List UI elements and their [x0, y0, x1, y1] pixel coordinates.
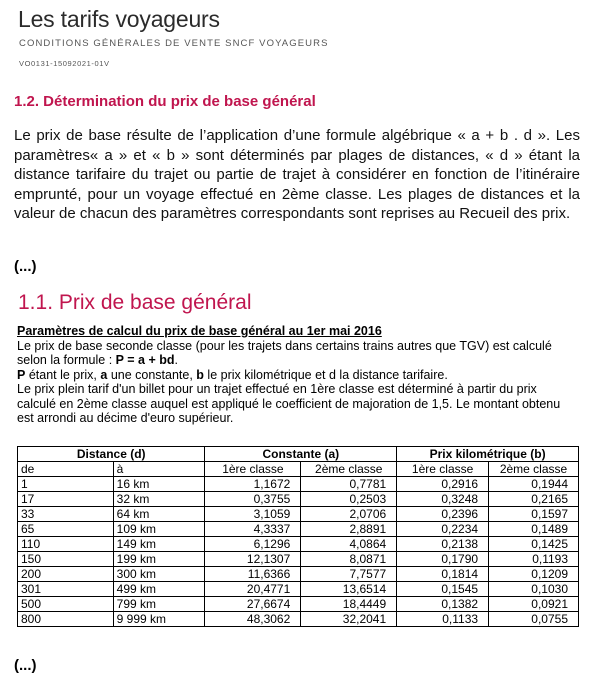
table-cell: 0,3755	[205, 492, 301, 507]
table-cell: 1	[18, 477, 114, 492]
table-cell: 27,6674	[205, 597, 301, 612]
var-p: P	[17, 367, 26, 382]
subheader-a: à	[113, 462, 205, 477]
table-cell: 0,7781	[301, 477, 397, 492]
document-reference: VO0131-15092021-01V	[19, 59, 110, 68]
table-cell: 199 km	[113, 552, 205, 567]
table-cell: 18,4449	[301, 597, 397, 612]
header-constante: Constante (a)	[205, 447, 397, 462]
table-cell: 0,2396	[397, 507, 489, 522]
subheader-a-2eme: 2ème classe	[301, 462, 397, 477]
table-cell: 11,6366	[205, 567, 301, 582]
table-group-header-row	[18, 447, 579, 462]
subheader-a-1ere: 1ère classe	[205, 462, 301, 477]
table-cell: 2,8891	[301, 522, 397, 537]
table-row	[18, 492, 579, 507]
table-cell: 0,1030	[489, 582, 579, 597]
var-p-desc: étant le prix,	[25, 367, 101, 382]
table-cell: 110	[18, 537, 114, 552]
table-cell: 0,1944	[489, 477, 579, 492]
var-a: a	[100, 367, 108, 382]
table-cell: 6,1296	[205, 537, 301, 552]
ellipsis-marker: (...)	[14, 258, 37, 275]
table-cell: 200	[18, 567, 114, 582]
var-b: b	[196, 367, 204, 382]
table-row	[18, 582, 579, 597]
table-cell: 0,2916	[397, 477, 489, 492]
table-cell: 499 km	[113, 582, 205, 597]
table-cell: 300 km	[113, 567, 205, 582]
document-title: Les tarifs voyageurs	[18, 6, 220, 32]
table-cell: 800	[18, 612, 114, 627]
table-cell: 149 km	[113, 537, 205, 552]
table-cell: 32 km	[113, 492, 205, 507]
table-cell: 0,0755	[489, 612, 579, 627]
table-cell: 0,1133	[397, 612, 489, 627]
table-row	[18, 567, 579, 582]
table-cell: 8,0871	[301, 552, 397, 567]
formula: P = a + bd	[115, 353, 175, 367]
parameters-title: Paramètres de calcul du prix de base général au 1er mai 2016	[17, 324, 382, 338]
formula-end: .	[174, 353, 178, 367]
table-cell: 48,3062	[205, 612, 301, 627]
table-cell: 12,1307	[205, 552, 301, 567]
table-cell: 16 km	[113, 477, 205, 492]
table-cell: 2,0706	[301, 507, 397, 522]
table-row	[18, 612, 579, 627]
header-distance: Distance (d)	[18, 447, 205, 462]
table-cell: 0,1209	[489, 567, 579, 582]
table-cell: 3,1059	[205, 507, 301, 522]
first-class-note: Le prix plein tarif d'un billet pour un trajet effectué en 1ère classe est déterminé à partir du prix calculé en 2ème classe auquel est appliqué le coefficient de majoration de 1,5. Le montant obtenu est arrondi au décime d'euro supérieur.	[17, 382, 561, 425]
table-row	[18, 552, 579, 567]
table-cell: 0,1545	[397, 582, 489, 597]
table-row	[18, 507, 579, 522]
table-cell: 17	[18, 492, 114, 507]
section-heading-1-2: 1.2. Détermination du prix de base général	[14, 93, 316, 110]
table-cell: 0,1597	[489, 507, 579, 522]
table-cell: 799 km	[113, 597, 205, 612]
formula-intro: Le prix de base seconde classe (pour les trajets dans certains trains autres que TGV) est calculé selon la formule :	[17, 338, 552, 367]
subheader-b-2eme: 2ème classe	[489, 462, 579, 477]
ellipsis-marker-end: (...)	[14, 657, 37, 674]
table-cell: 0,2234	[397, 522, 489, 537]
table-cell: 0,1382	[397, 597, 489, 612]
table-cell: 4,0864	[301, 537, 397, 552]
table-cell: 0,2165	[489, 492, 579, 507]
section-paragraph: Le prix de base résulte de l’application d’une formule algébrique « a + b . d ». Les paramètres« a » et « b » sont déterminés par plages de distances, « d » étant la distance tarifaire du trajet ou partie de trajet à considérer en fonction de l’itinéraire emprunté, pour un voyage effectué en 2ème classe. Les plages de distances et la valeur de chacun des paramètres correspondants sont reprises au Recueil des prix.	[14, 127, 580, 222]
var-b-desc: le prix kilométrique et d la distance tarifaire.	[203, 367, 448, 382]
table-cell: 65	[18, 522, 114, 537]
table-cell: 500	[18, 597, 114, 612]
table-cell: 64 km	[113, 507, 205, 522]
table-cell: 32,2041	[301, 612, 397, 627]
tariff-table	[17, 446, 579, 627]
table-cell: 0,1814	[397, 567, 489, 582]
document-subtitle: CONDITIONS GÉNÉRALES DE VENTE SNCF VOYAGEURS	[19, 38, 329, 49]
table-row	[18, 537, 579, 552]
section-heading-1-1: 1.1. Prix de base général	[18, 291, 252, 314]
table-cell: 0,1425	[489, 537, 579, 552]
table-sub-header-row	[18, 462, 579, 477]
table-cell: 150	[18, 552, 114, 567]
table-cell: 0,1489	[489, 522, 579, 537]
table-cell: 33	[18, 507, 114, 522]
table-cell: 20,4771	[205, 582, 301, 597]
table-cell: 1,1672	[205, 477, 301, 492]
table-cell: 0,2138	[397, 537, 489, 552]
table-cell: 0,2503	[301, 492, 397, 507]
table-cell: 0,1790	[397, 552, 489, 567]
table-cell: 4,3337	[205, 522, 301, 537]
table-cell: 0,0921	[489, 597, 579, 612]
subheader-b-1ere: 1ère classe	[397, 462, 489, 477]
table-row	[18, 597, 579, 612]
table-cell: 109 km	[113, 522, 205, 537]
var-a-desc: une constante,	[107, 367, 197, 382]
table-cell: 13,6514	[301, 582, 397, 597]
table-cell: 9 999 km	[113, 612, 205, 627]
table-row	[18, 477, 579, 492]
parameters-box	[17, 324, 577, 426]
table-row	[18, 522, 579, 537]
subheader-de: de	[18, 462, 114, 477]
table-cell: 301	[18, 582, 114, 597]
variables-line	[17, 368, 577, 383]
header-prix-km: Prix kilométrique (b)	[397, 447, 579, 462]
formula-line	[17, 339, 577, 368]
table-cell: 0,1193	[489, 552, 579, 567]
table-cell: 0,3248	[397, 492, 489, 507]
table-cell: 7,7577	[301, 567, 397, 582]
